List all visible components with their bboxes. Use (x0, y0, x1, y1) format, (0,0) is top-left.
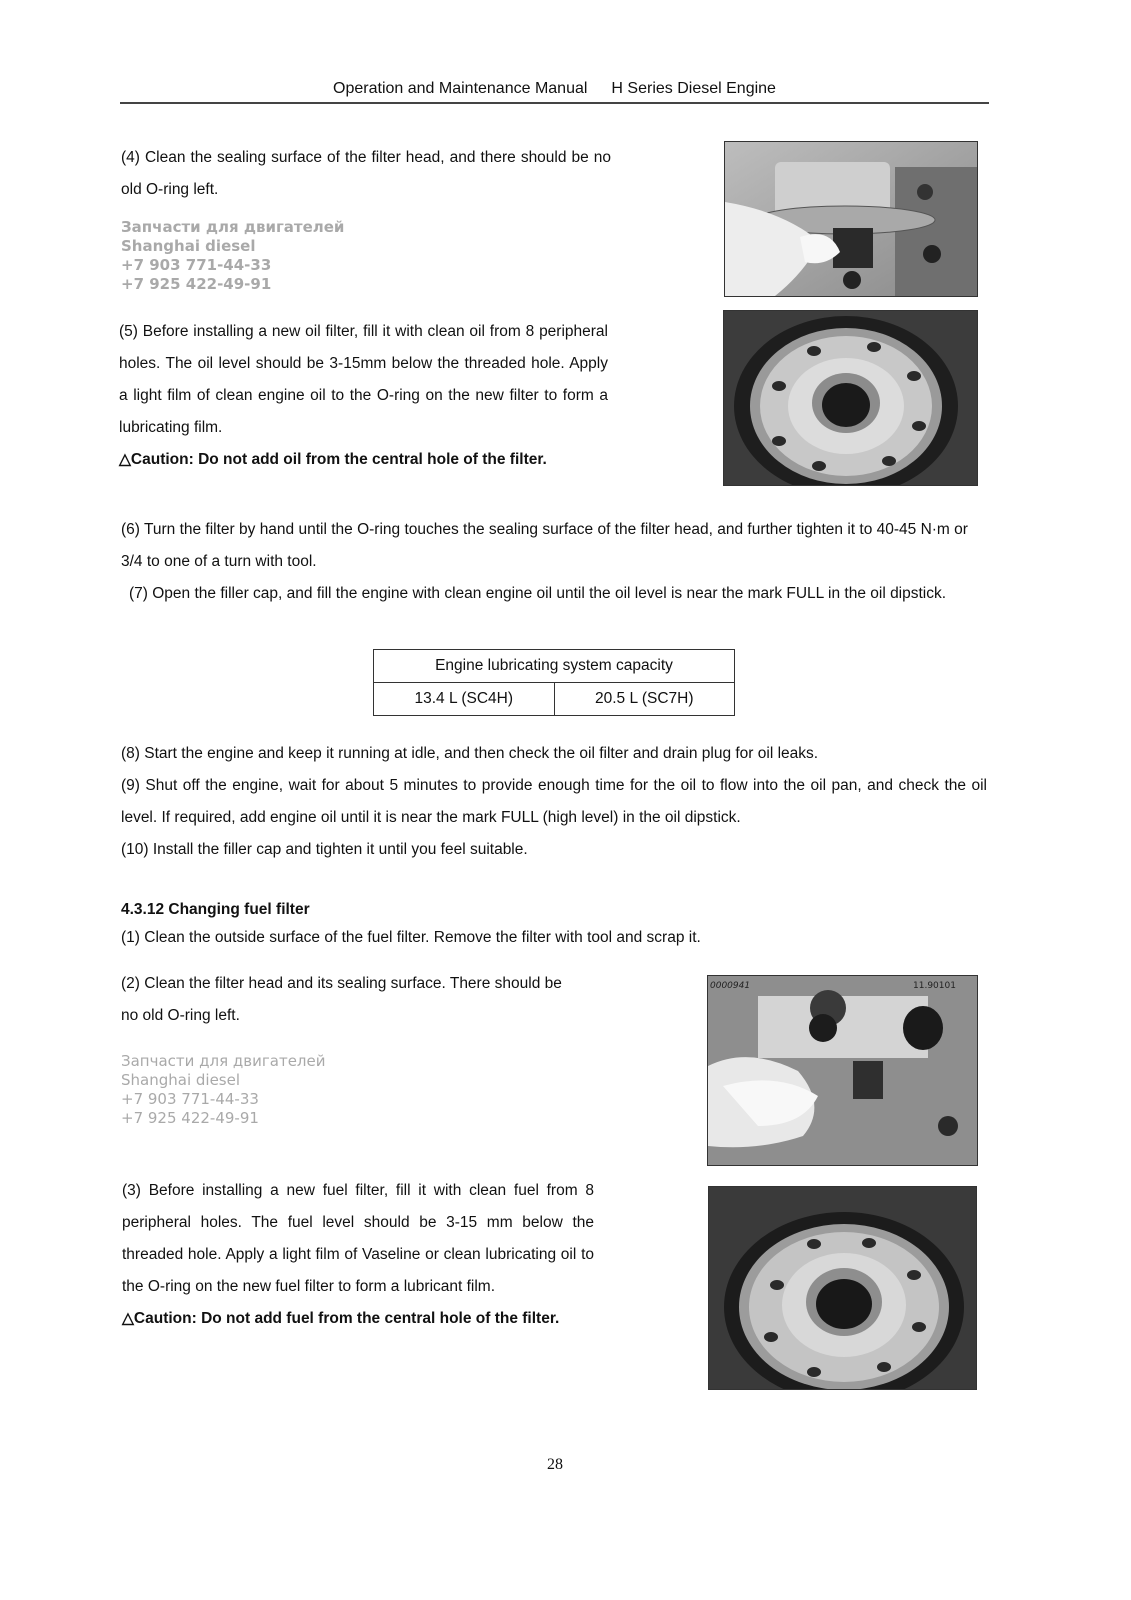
step-9-text: (9) Shut off the engine, wait for about 5 minutes to provide enough time for the oil to flow into the oil pan, and check the oil level. If required, add engine oil until it is near the mark FULL (high level) in the oil dipstick. (121, 777, 987, 826)
figure-filter-head-cleaning (724, 141, 978, 297)
fuel-step-1-text: (1) Clean the outside surface of the fuel filter. Remove the filter with tool and scrap it. (121, 929, 701, 946)
step-7-text: (7) Open the filler cap, and fill the engine with clean engine oil until the oil level is near the mark FULL in the oil dipstick. (129, 585, 947, 602)
capacity-sc4h: 13.4 L (SC4H) (374, 683, 555, 716)
fuel-step-3-caution: △Caution: Do not add fuel from the central hole of the filter. (122, 1310, 560, 1327)
fuel-step-3-text: (3) Before installing a new fuel filter, fill it with clean fuel from 8 peripheral holes. The fuel level should be 3-15 mm below the threaded hole. Apply a light film of Vaseline or clean lubricating oil to the O-ring on the new fuel filter to form a lubricant film. (122, 1182, 594, 1295)
step-5-block (119, 316, 608, 476)
oil-filter-photo (724, 311, 977, 485)
watermark-2-line-company: Shanghai diesel (121, 1071, 241, 1089)
watermark-1-line-ru: Запчасти для двигателей (121, 218, 345, 236)
fuel-step-3-block (122, 1175, 594, 1335)
header-engine-series: H Series Diesel Engine (611, 80, 776, 97)
capacity-sc7h: 20.5 L (SC7H) (554, 683, 735, 716)
watermark-1 (121, 218, 601, 294)
watermark-2 (121, 1052, 601, 1128)
filter-head-photo (725, 142, 977, 296)
watermark-2-line-phone2: +7 925 422-49-91 (121, 1109, 259, 1127)
section-heading-fuel-filter: 4.3.12 Changing fuel filter (121, 901, 310, 918)
step-8-text: (8) Start the engine and keep it running at idle, and then check the oil filter and drain plug for oil leaks. (121, 745, 819, 762)
watermark-1-line-phone1: +7 903 771-44-33 (121, 256, 272, 274)
fuel-step-2-text: (2) Clean the filter head and its sealing surface. There should be no old O-ring left. (121, 975, 562, 1024)
step-6-text: (6) Turn the filter by hand until the O-ring touches the sealing surface of the filter head, and further tighten it to 40-45 N·m or 3/4 to one of a turn with tool. (121, 521, 968, 570)
fig3-label-right: 11.90101 (913, 981, 956, 991)
watermark-1-line-phone2: +7 925 422-49-91 (121, 275, 272, 293)
page-number: 28 (547, 1456, 563, 1473)
figure-new-fuel-filter (708, 1186, 977, 1390)
header-manual-title: Operation and Maintenance Manual (333, 80, 588, 97)
fuel-filter-head-photo (708, 976, 977, 1165)
step-10-text: (10) Install the filler cap and tighten it until you feel suitable. (121, 841, 528, 858)
fuel-filter-photo (709, 1187, 976, 1389)
step-5-caution: △Caution: Do not add oil from the central hole of the filter. (119, 451, 547, 468)
figure-fuel-filter-head (707, 975, 978, 1166)
capacity-table-title: Engine lubricating system capacity (374, 650, 735, 683)
watermark-2-line-phone1: +7 903 771-44-33 (121, 1090, 259, 1108)
watermark-2-line-ru: Запчасти для двигателей (121, 1052, 326, 1070)
watermark-1-line-company: Shanghai diesel (121, 237, 256, 255)
step-4-text: (4) Clean the sealing surface of the filter head, and there should be no old O-ring left. (121, 149, 611, 198)
figure-new-oil-filter (723, 310, 978, 486)
running-header (120, 78, 989, 104)
step-5-text: (5) Before installing a new oil filter, fill it with clean oil from 8 peripheral holes. The oil level should be 3-15mm below the threaded hole. Apply a light film of clean engine oil to the O-ring on the new filter to form a lubricating film. (119, 323, 608, 436)
fig3-label-left: 0000941 (710, 981, 751, 991)
lubricating-capacity-table (373, 649, 735, 716)
